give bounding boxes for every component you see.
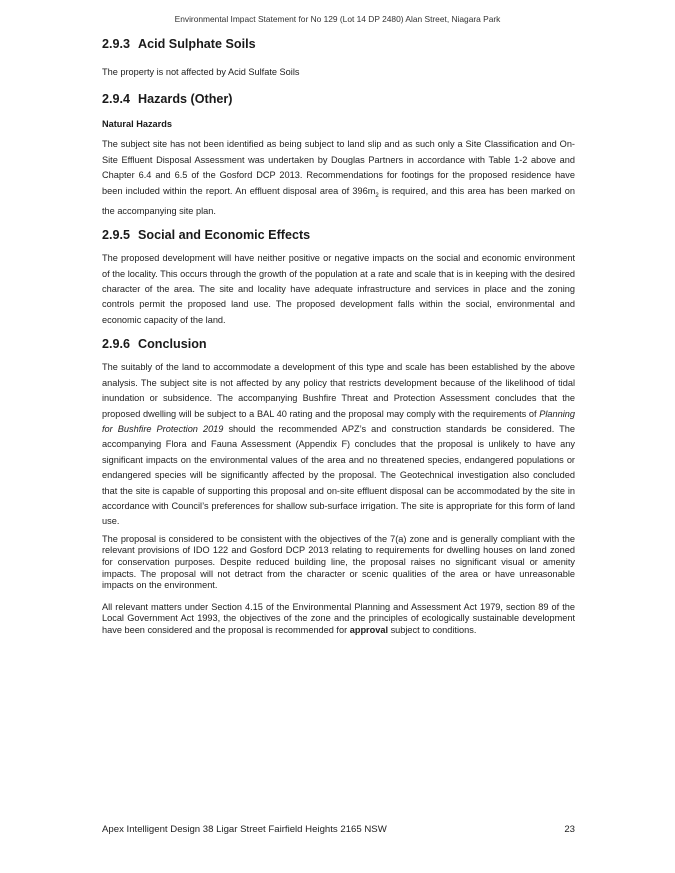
document-body — [102, 36, 575, 637]
text-run: The subject site has not been identified as being subject to land slip and as such only a Site Classification and On-Site Effluent Disposal Assessment was undertaken by Douglas Partners in accordance with Table 1-2 above and Chapter 6.4 and 6.5 of the Gosford DCP 2013. Recommendations for footings for the proposed residence have been included within the report. An effluent disposal area of 396m — [102, 139, 575, 196]
text-run: subject to conditions. — [388, 624, 477, 635]
conclusion-paragraph-3 — [102, 602, 575, 637]
conclusion-paragraph-1 — [102, 360, 575, 529]
natural-hazards-paragraph — [102, 137, 575, 219]
footer-company: Apex Intelligent Design 38 Ligar Street Fairfield Heights 2165 NSW — [102, 824, 387, 835]
bold-approval: approval — [349, 624, 389, 635]
section-heading-hazards — [102, 91, 575, 108]
text-run: should the recommended APZ’s and construction standards be considered. The accompanying Flora and Fauna Assessment (Appendix F) concludes that the proposal is unlikely to have any significant impacts on the environmental values of the area and no threatened species, endangered populations or endangered species will be significantly affected by the proposal. The Geotechnical investigation also concluded that the site is capable of supporting this proposal and on-site effluent disposal can be accommodated by the site in accordance with Council’s preferences for shallow sub-surface irrigation. The site is appropriate for this form of land use. — [102, 423, 575, 527]
text-run: is required, and this area has been marked on the accompanying site plan. — [102, 185, 575, 216]
superscript-squared: 2 — [375, 192, 379, 199]
acid-sulphate-paragraph: The property is not affected by Acid Sulfate Soils — [102, 67, 300, 77]
conclusion-paragraph-2: The proposal is considered to be consistent with the objectives of the 7(a) zone and is generally compliant with the relevant provisions of IDO 122 and Gosford DCP 2013 relating to requirements for dwelling houses on land zoned for conservation purposes. Despite reduced building line, the proposal raises no significant visual or amenity impacts. The proposal will not detract from the character or scenic qualities of the area or have unreasonable impacts on the environment. — [102, 533, 575, 591]
social-economic-paragraph: The proposed development will have neither positive or negative impacts on the social and economic environment of the locality. This occurs through the growth of the population at a rate and scale that is in keeping with the desired character of the area. The site and locality have adequate infrastructure and services in place and the zoning controls permit the proposed land use. The proposed development falls within the social, environmental and economic capacity of the land. — [102, 253, 575, 325]
section-heading-social-economic — [102, 227, 575, 244]
text-run: The suitably of the land to accommodate a development of this type and scale has been established by the above analysis. The subject site is not affected by any policy that restricts development because of the likelihood of tidal inundation or subsidence. The accompanying Bushfire Threat and Protection Assessment concludes that the proposed dwelling will be subject to a BAL 40 rating and the proposal may comply with the requirements of — [102, 362, 575, 419]
section-heading-acid-sulphate-soils — [102, 36, 575, 53]
page-number: 23 — [564, 824, 575, 835]
section-title: Social and Economic Effects — [138, 228, 311, 243]
subheading-natural-hazards: Natural Hazards — [102, 119, 172, 130]
section-heading-conclusion — [102, 336, 575, 353]
section-title: Conclusion — [138, 337, 207, 352]
running-header: Environmental Impact Statement for No 129 (Lot 14 DP 2480) Alan Street, Niagara Park — [174, 14, 501, 24]
section-number: 2.9.3 — [102, 37, 131, 51]
text-run: All relevant matters under Section 4.15 of the Environmental Planning and Assessment Act 1979, section 89 of the Local Government Act 1993, the objectives of the zone and the principles of ecologically sustainable development have been considered and the proposal is recommended for — [102, 601, 575, 635]
section-title: Hazards (Other) — [138, 92, 233, 107]
section-number: 2.9.4 — [102, 92, 131, 107]
section-number: 2.9.6 — [102, 337, 131, 352]
italic-title: Planning for Bushfire Protection 2019 — [102, 408, 575, 434]
section-title: Acid Sulphate Soils — [138, 37, 256, 51]
section-number: 2.9.5 — [102, 228, 131, 243]
